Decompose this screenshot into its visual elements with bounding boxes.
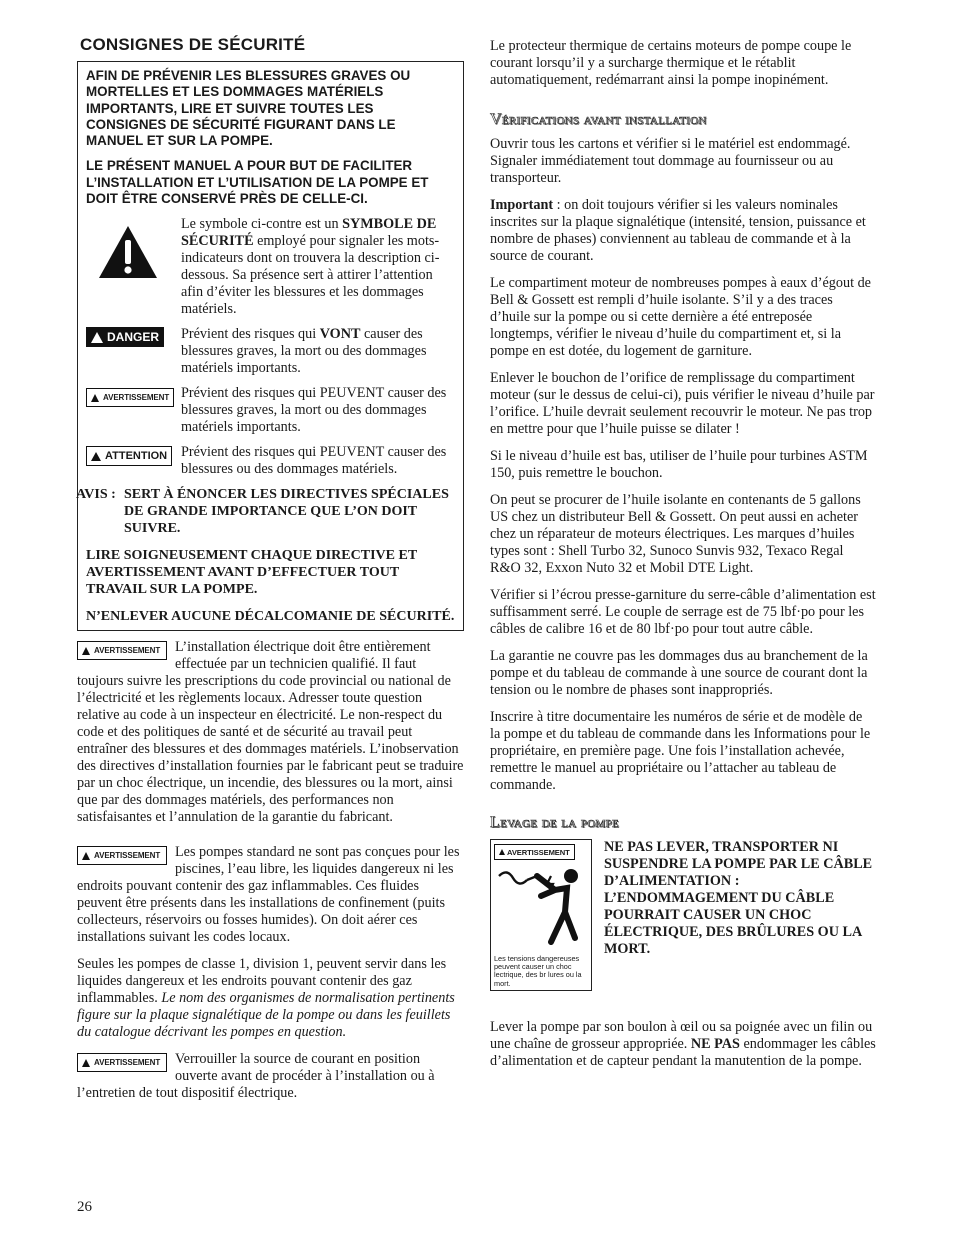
lifting-warning [490, 839, 876, 991]
lifting-warning-text: NE PAS LEVER, TRANSPORTER NI SUSPENDRE LA POMPE PAR LE CÂBLE D’ALIMENTATION : L’ENDOMMAGEMENT DU CÂBLE POURRAIT CAUSER UN CHOC ÉLECTRIQUE, DES BRÛLURES OU LA MORT. [604, 839, 873, 957]
attention-badge: ATTENTION [86, 446, 172, 466]
avertissement-badge: AVERTISSEMENT [77, 1053, 167, 1072]
warning-triangle-icon [91, 394, 99, 402]
avertissement-row [86, 385, 455, 436]
record-paragraph: Inscrire à titre documentaire les numéros de série et de modèle de la pompe et du tableau de commande dans les Informations pour le propriétaire, en première page. Une fois l’installation achevée, remettre le manuel au propriétaire ou l’attacher au tableau de commande. [490, 709, 871, 793]
oil-level-paragraph: Si le niveau d’huile est bas, utiliser de l’huile pour turbines ASTM 150, puis remettre le bouchon. [490, 448, 868, 481]
attention-row [86, 444, 455, 478]
gland-paragraph: Vérifier si l’écrou presse-garniture du serre-câble d’alimentation est suffisamment serré. Le couple de serrage est de 75 lbf·po pour les câbles de calibre 16 et de 80 lbf·po pour tout autre câble. [490, 587, 876, 637]
warning-triangle-icon [82, 1059, 90, 1067]
warning-triangle-icon [82, 852, 90, 860]
heading-verifications: Vérifications avant installation [490, 111, 707, 128]
thermal-paragraph: Le protecteur thermique de certains moteurs de pompe coupe le courant lorsqu’il y a surcharge thermique et le rétablit automatiquement, redémarrant ainsi la pompe inopinément. [490, 38, 852, 88]
box-no-remove: N’ENLEVER AUCUNE DÉCALCOMANIE DE SÉCURITÉ. [86, 609, 455, 625]
avertissement-badge: AVERTISSEMENT [77, 641, 167, 660]
avis-text: SERT À ÉNONCER LES DIRECTIVES SPÉCIALES DE GRANDE IMPORTANCE QUE L’ON DOIT SUIVRE. [124, 487, 449, 537]
plug-paragraph: Enlever le bouchon de l’orifice de remplissage du compartiment moteur (sur le dessus de celui-ci), puis vérifier le niveau d’huile par l’orifice. L’huile devrait seulement recouvrir le moteur. Ne pas trop en mettre pour que l’huile puisse se dilater ! [490, 370, 875, 437]
safety-symbol-cell [86, 216, 181, 318]
warning-triangle-icon [91, 332, 103, 343]
open-paragraph: Ouvrir tous les cartons et vérifier si le matériel est endommagé. Signaler immédiatement tout dommage au fournisseur ou au transporteur. [490, 136, 851, 186]
box-purpose: LE PRÉSENT MANUEL A POUR BUT DE FACILITER L’INSTALLATION ET L’UTILISATION DE LA POMPE ET DOIT ÊTRE CONSERVÉ PRÈS DE CELLE-CI. [86, 158, 429, 207]
attention-text: Prévient des risques qui PEUVENT causer des blessures ou des dommages matériels. [181, 444, 447, 478]
avis-label: AVIS : [76, 487, 116, 503]
class-paragraph: Seules les pompes de classe 1, division 1, peuvent servir dans les liquides dangereux et les endroits pouvant contenir des gaz inflammables. Le nom des organismes de normalisation pertinents figure sur la plaque signalétique de la pompe ou dans les feuillets du catalogue décrivant les pompes en question. [77, 956, 455, 1041]
avertissement-badge: AVERTISSEMENT [77, 846, 167, 865]
electric-shock-icon [493, 862, 589, 952]
page-number: 26 [77, 1199, 92, 1215]
heading-lifting: Levage de la pompe [490, 814, 620, 831]
warning-triangle-icon [97, 224, 159, 280]
right-column [490, 38, 876, 1080]
safety-symbol-row [86, 216, 455, 318]
warning-triangle-icon [82, 647, 90, 655]
avertissement-badge: AVERTISSEMENT [86, 388, 174, 407]
lifting-paragraph: Lever la pompe par son boulon à œil ou sa poignée avec un filin ou une chaîne de grosseur appropriée. NE PAS endommager les câbles d’alimentation et de capteur pendant la manutention de la pompe. [490, 1019, 876, 1069]
compartment-paragraph: Le compartiment moteur de nombreuses pompes à eaux d’égout de Bell & Gossett est rempli d’huile isolante. S’il y a des traces d’huile sur la pompe ou si cette dernière a été entreposée longtemps, vérifier le niveau d’huile du compartiment et, si la pompe en est dotée, du logement de garniture. [490, 275, 871, 359]
avis-row [76, 486, 455, 537]
avertissement-badge: AVERTISSEMENT [494, 844, 575, 860]
danger-text: Prévient des risques qui VONT causer des blessures graves, la mort ou des dommages matériels importants. [181, 326, 427, 377]
avertissement-text: Prévient des risques qui PEUVENT causer des blessures graves, la mort ou des dommages matériels importants. [181, 385, 447, 436]
important-paragraph: Important : on doit toujours vérifier si les valeurs nominales inscrites sur la plaque signalétique (intensité, tension, puissance et nombre de phases) conviennent au tableau de commande et à la source de courant. [490, 197, 866, 264]
oil-source-paragraph: On peut se procurer de l’huile isolante en contenants de 5 gallons US chez un distributeur Bell & Gossett. On peut aussi en acheter chez un réparateur de moteurs électriques. Les marques d’huiles types sont : Shell Turbo 32, Sunoco Sunvis 932, Texaco Regal R&O 32, Exxon Nuto 32 et Mobil DTE Light. [490, 492, 861, 576]
danger-row [86, 326, 455, 377]
safety-symbol-text: Le symbole ci-contre est un SYMBOLE DE SÉCURITÉ employé pour signaler les mots-indicateurs dont on trouvera la description ci-dessous. Sa présence sert à attirer l’attention afin d’éviter les blessures et les dommages matériels. [181, 216, 440, 318]
warning-paragraph-pools: AVERTISSEMENT Les pompes standard ne sont pas conçues pour les piscines, l’eau libre, les liquides dangereux ni les endroits pouvant contenir des gaz inflammables. Ces fluides peuvent être présents dans les installations de confinement (puits collecteurs, réservoirs ou fosses humides). On doit aérer ces installations suivant les codes locaux. [77, 844, 460, 946]
shock-hazard-label [490, 839, 592, 991]
warning-paragraph-electrical: AVERTISSEMENT L’installation électrique doit être entièrement effectuée par un technicien qualifié. Il faut toujours suivre les prescriptions du code provincial ou national de l’électricité et les règlements locaux. Adresser toute question relative au code à un inspecteur en électricité. Le non-respect du code et des politiques de santé et de sécurité au travail peut entraîner des blessures et des dommages matériels. L’inobservation des directives d’installation fournies par le fabricant peut se traduire par un choc électrique, un incendie, des blessures ou la mort, ainsi que par des dommages matériels, des performances non satisfaisantes et l’annulation de la garantie du fabricant. [77, 639, 464, 826]
warning-triangle-icon [499, 849, 505, 855]
box-read-carefully: LIRE SOIGNEUSEMENT CHAQUE DIRECTIVE ET AVERTISSEMENT AVANT D’EFFECTUER TOUT TRAVAIL SUR LA POMPE. [86, 548, 417, 598]
warning-triangle-icon [91, 452, 101, 461]
shock-caption: Les tensions dangereuses peuvent causer un choc lectrique, des br lures ou la mort. [494, 953, 582, 988]
safety-box [77, 61, 464, 631]
box-intro: AFIN DE PRÉVENIR LES BLESSURES GRAVES OU MORTELLES ET LES DOMMAGES MATÉRIELS IMPORTANTS, LIRE ET SUIVRE TOUTES LES CONSIGNES DE SÉCURITÉ FIGURANT DANS LE MANUEL ET SUR LA POMPE. [86, 68, 411, 149]
section-title: CONSIGNES DE SÉCURITÉ [80, 35, 306, 54]
warning-paragraph-lockout: AVERTISSEMENT Verrouiller la source de courant en position ouverte avant de procéder à l’installation ou à l’entretien de tout dispositif électrique. [77, 1051, 435, 1102]
warranty-paragraph: La garantie ne couvre pas les dommages dus au branchement de la pompe et du tableau de commande à une source de courant dont la tension ou le nombre de phases sont inappropriés. [490, 648, 868, 698]
danger-badge: DANGER [86, 327, 164, 347]
left-column [77, 36, 464, 1112]
